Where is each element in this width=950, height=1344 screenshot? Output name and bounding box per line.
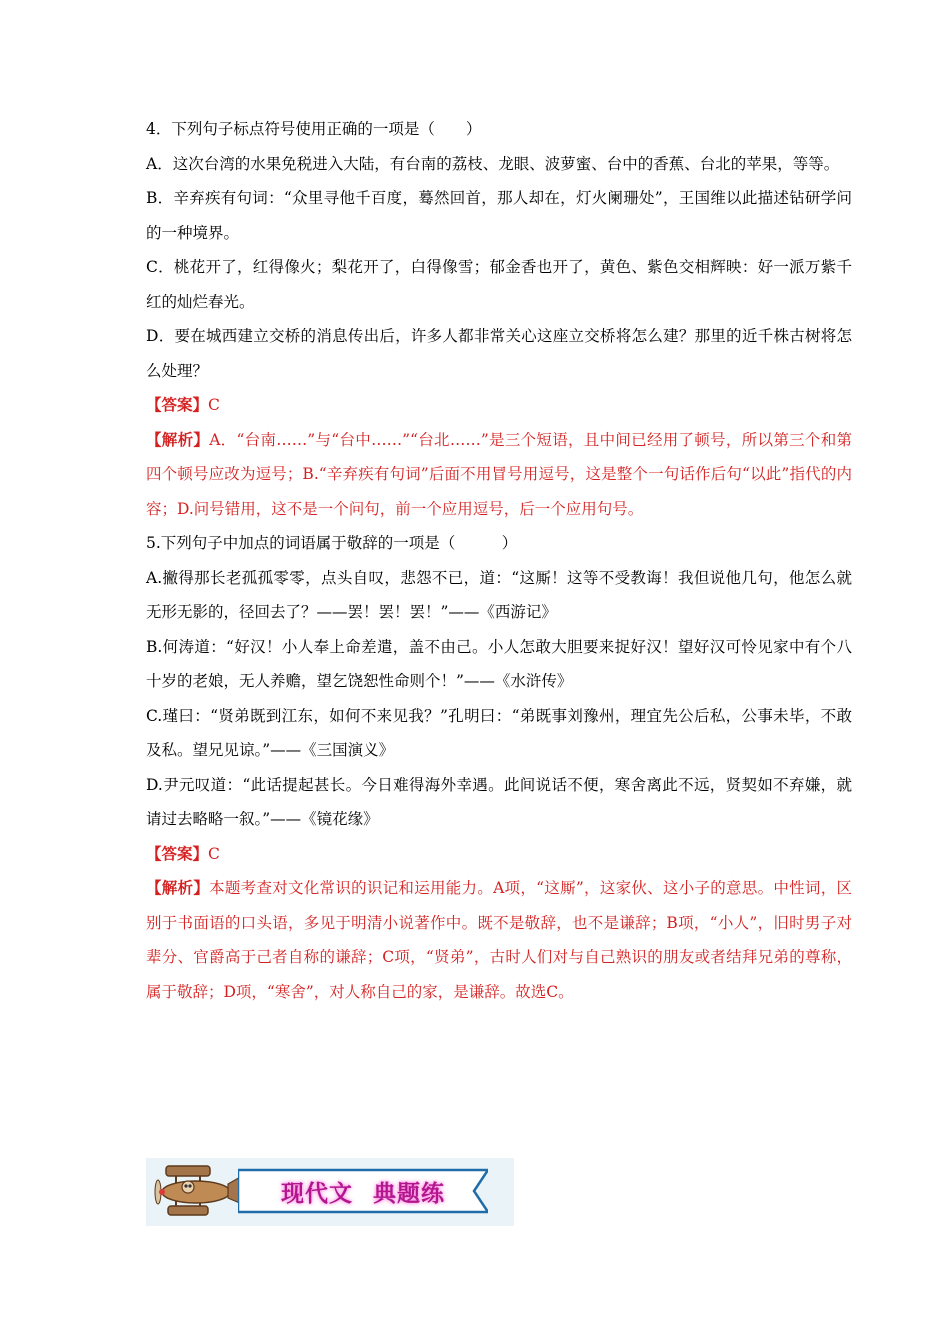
q4-stem: 4．下列句子标点符号使用正确的一项是（ ）	[146, 120, 482, 138]
q4-answer	[146, 388, 852, 423]
q4-option-d: D．要在城西建立交桥的消息传出后，许多人都非常关心这座立交桥将怎么建？那里的近千株古树将怎么处理？	[146, 327, 852, 380]
q5-option-b: B.何涛道：“好汉！小人奉上命差遣，盖不由己。小人怎敢大胆要来捉好汉！望好汉可怜见家中有个八十岁的老娘，无人养赡，望乞饶恕性命则个！”——《水浒传》	[146, 637, 852, 690]
q4-analysis-text: A．“台南……”与“台中……”“台北……”是三个短语，且中间已经用了顿号，所以第三个和第四个顿号应改为逗号；B.“辛弃疾有句词”后面不用冒号用逗号，这是整个一句话作后句“以此”指代的内容；D.问号错用，这不是一个问句，前一个应用逗号，后一个应用句号。	[146, 430, 852, 518]
banner-title	[238, 1168, 488, 1214]
q5-answer-value: C	[208, 844, 220, 863]
q5-analysis-text: 本题考查对文化常识的识记和运用能力。A项，“这厮”，这家伙、这小子的意思。中性词，区别于书面语的口头语，多见于明清小说著作中。既不是敬辞，也不是谦辞；B项，“小人”，旧时男子对辈分、官爵高于己者自称的谦辞；C项，“贤弟”，古时人们对与自己熟识的朋友或者结拜兄弟的尊称，属于敬辞；D项，“寒舍”，对人称自己的家，是谦辞。故选C。	[146, 879, 852, 1001]
q5-option-c: C.瑾曰：“贤弟既到江东，如何不来见我？”孔明曰：“弟既事刘豫州，理宜先公后私，公事未毕，不敢及私。望兄见谅。”——《三国演义》	[146, 706, 852, 759]
q5-answer-tag: 【答案】	[146, 843, 209, 863]
airplane-icon	[146, 1158, 246, 1226]
q4-analysis	[146, 423, 852, 527]
q5-analysis-tag: 【解析】	[146, 878, 210, 897]
q5-option-a: A.撇得那长老孤孤零零，点头自叹，悲怨不已，道：“这厮！这等不受教诲！我但说他几句，他怎么就无形无影的，径回去了？——罢！罢！罢！”——《西游记》	[146, 568, 852, 621]
q4-analysis-tag: 【解析】	[146, 429, 210, 449]
section-banner	[146, 1158, 514, 1226]
banner-word-2: 典题练	[373, 1180, 445, 1207]
q5-analysis	[146, 871, 852, 1009]
q4-option-a: A．这次台湾的水果免税进入大陆，有台南的荔枝、龙眼、波萝蜜、台中的香蕉、台北的苹果，等等。	[146, 154, 840, 173]
q5-stem: 5.下列句子中加点的词语属于敬辞的一项是（ ）	[146, 534, 518, 552]
q4-option-b: B．辛弃疾有句词：“众里寻他千百度，蓦然回首，那人却在，灯火阑珊处”，王国维以此描述钻研学问的一种境界。	[146, 189, 852, 242]
banner-word-1: 现代文	[281, 1180, 353, 1207]
q4-option-c: C．桃花开了，红得像火；梨花开了，白得像雪；郁金香也开了，黄色、紫色交相辉映：好一派万紫千红的灿烂春光。	[146, 258, 852, 311]
document-body	[146, 112, 852, 1009]
q4-answer-tag: 【答案】	[146, 395, 209, 414]
q5-option-d: D.尹元叹道：“此话提起甚长。今日难得海外幸遇。此间说话不便，寒舍离此不远，贤契如不弃嫌，就请过去略略一叙。”——《镜花缘》	[146, 775, 852, 828]
q4-answer-value: C	[208, 396, 220, 414]
q5-answer	[146, 837, 852, 872]
